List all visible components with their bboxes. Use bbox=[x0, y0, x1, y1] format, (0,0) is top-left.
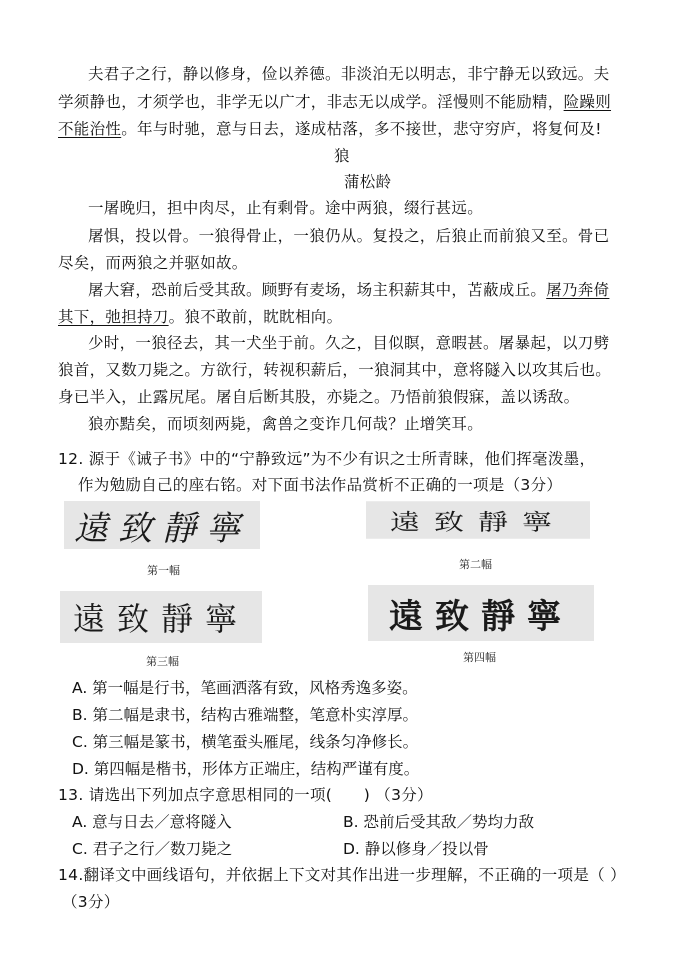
calligraphy-image-2 bbox=[366, 501, 590, 539]
underlined-sentence-part3: 屠乃奔倚 bbox=[546, 281, 610, 299]
calligraphy-text-3: 遠致靜寧 bbox=[72, 600, 249, 638]
passage2-author: 蒲松龄 bbox=[344, 173, 392, 191]
passage1-line3 bbox=[58, 118, 602, 140]
underlined-sentence-part2: 不能治性 bbox=[58, 120, 122, 138]
passage2-p3a-text: 屠大窘，恐前后受其敌。顾野有麦场，场主积薪其中，苫蔽成丘。 bbox=[88, 281, 547, 299]
passage2-p1: 一屠晚归，担中肉尽，止有剩骨。途中两狼，缀行甚远。 bbox=[88, 199, 484, 217]
calligraphy-text-4: 遠致靜寧 bbox=[389, 596, 573, 637]
calligraphy-image-3 bbox=[60, 591, 262, 643]
q12-option-d: D. 第四幅是楷书，形体方正端庄，结构严谨有度。 bbox=[72, 760, 420, 778]
passage1-line3-text: 。年与时驰，意与日去，遂成枯落，多不接世，悲守穷庐，将复何及! bbox=[121, 120, 602, 138]
passage2-p3b-text: 。狼不敢前，眈眈相向。 bbox=[168, 308, 343, 326]
q13-option-d: D. 静以修身／投以骨 bbox=[343, 840, 489, 858]
q12-line1: 12. 源于《诫子书》中的“宁静致远”为不少有识之士所青睐，他们挥毫泼墨， bbox=[58, 450, 596, 468]
underlined-sentence-part1: 险躁则 bbox=[563, 93, 612, 111]
q12-option-b: B. 第二幅是隶书，结构古雅端整，笔意朴实淳厚。 bbox=[72, 706, 418, 724]
calligraphy-text-1: 遠致靜寧 bbox=[74, 508, 250, 549]
passage2-p2a: 屠惧，投以骨。一狼得骨止，一狼仍从。复投之，后狼止而前狼又至。骨已 bbox=[88, 227, 610, 245]
q13-option-b: B. 恐前后受其敌／势均力敌 bbox=[343, 813, 534, 831]
passage2-title: 狼 bbox=[334, 147, 350, 165]
caption-image-4: 第四幅 bbox=[463, 651, 496, 664]
underlined-sentence-part4: 其下，弛担持刀 bbox=[58, 308, 169, 326]
q12-option-c: C. 第三幅是篆书，横笔蚕头雁尾，线条匀净修长。 bbox=[72, 733, 419, 751]
passage1-line2 bbox=[58, 91, 611, 113]
caption-image-1: 第一幅 bbox=[147, 564, 180, 577]
passage2-p4c: 身已半入，止露尻尾。屠自后断其股，亦毙之。乃悟前狼假寐，盖以诱敌。 bbox=[58, 388, 580, 406]
calligraphy-image-1 bbox=[64, 501, 260, 549]
q13-option-a: A. 意与日去／意将隧入 bbox=[72, 813, 232, 831]
caption-image-2: 第二幅 bbox=[459, 558, 492, 571]
passage2-p4a: 少时，一狼径去，其一犬坐于前。久之，目似瞑，意暇甚。屠暴起，以刀劈 bbox=[88, 334, 610, 352]
calligraphy-image-4 bbox=[368, 585, 594, 641]
passage1-line2-text: 学须静也，才须学也，非学无以广才，非志无以成学。淫慢则不能励精， bbox=[58, 93, 564, 111]
passage2-p3a bbox=[88, 279, 609, 301]
q14-line1: 14.翻译文中画线语句，并依据上下文对其作出进一步理解，不正确的一项是（ ） bbox=[58, 866, 626, 884]
passage2-p5: 狼亦黠矣，而顷刻两毙，禽兽之变诈几何哉？止增笑耳。 bbox=[88, 415, 484, 433]
caption-image-3: 第三幅 bbox=[146, 655, 179, 668]
passage2-p2b: 尽矣，而两狼之并驱如故。 bbox=[58, 254, 248, 272]
calligraphy-text-2: 遠致靜寧 bbox=[390, 509, 566, 536]
passage2-p4b: 狼首，又数刀毙之。方欲行，转视积薪后，一狼洞其中，意将隧入以攻其后也。 bbox=[58, 361, 612, 379]
q12-option-a: A. 第一幅是行书，笔画洒落有致，风格秀逸多姿。 bbox=[72, 679, 418, 697]
q12-line2: 作为勉励自己的座右铭。对下面书法作品赏析不正确的一项是（3分） bbox=[78, 476, 563, 494]
passage1-line1: 夫君子之行，静以修身，俭以养德。非淡泊无以明志，非宁静无以致远。夫 bbox=[88, 65, 610, 83]
q13-line1: 13. 请选出下列加点字意思相同的一项( ) （3分） bbox=[58, 786, 433, 804]
q14-line2: （3分） bbox=[62, 893, 120, 911]
passage2-p3b bbox=[58, 306, 342, 328]
q13-option-c: C. 君子之行／数刀毙之 bbox=[72, 840, 233, 858]
